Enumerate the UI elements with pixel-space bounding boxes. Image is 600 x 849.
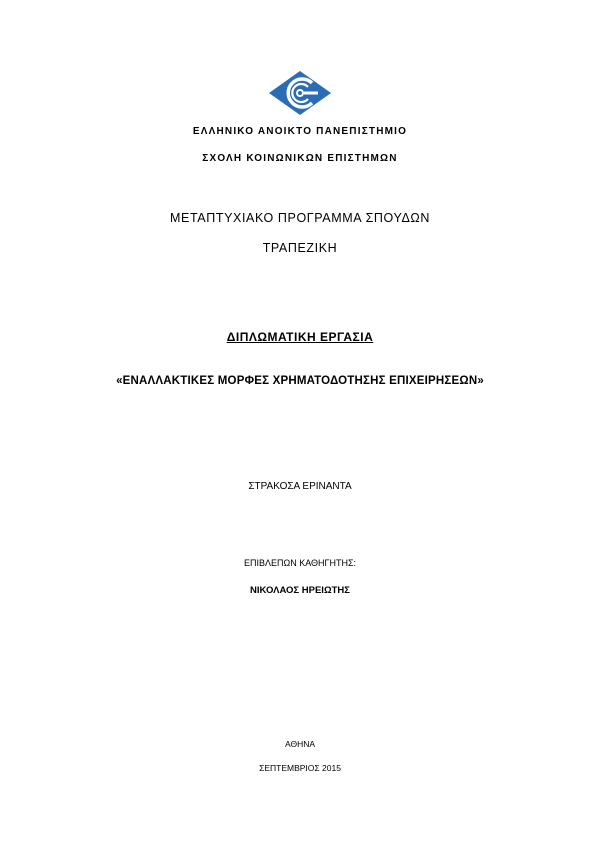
author-name: ΣΤΡΑΚΟΣΑ ΕΡΙΝΑΝΤΑ (248, 481, 352, 492)
date: ΣΕΠΤΕΜΒΡΙΟΣ 2015 (259, 763, 341, 773)
supervisor-label: ΕΠΙΒΛΕΠΩΝ ΚΑΘΗΓΗΤΗΣ: (243, 558, 357, 568)
supervisor-name: ΝΙΚΟΛΑΟΣ ΗΡΕΙΩΤΗΣ (250, 585, 350, 596)
university-name: ΕΛΛΗΝΙΚΟ ΑΝΟΙΚΤΟ ΠΑΝΕΠΙΣΤΗΜΙΟ (192, 126, 408, 137)
thesis-title: «ΕΝΑΛΛΑΚΤΙΚΕΣ ΜΟΡΦΕΣ ΧΡΗΜΑΤΟΔΟΤΗΣΗΣ ΕΠΙΧΕΙΡΗΣΕΩΝ» (116, 375, 484, 387)
university-logo-icon (268, 70, 332, 116)
program-specialization: ΤΡΑΠΕΖΙΚΗ (262, 241, 338, 255)
program-name: ΜΕΤΑΠΤΥΧΙΑΚΟ ΠΡΟΓΡΑΜΜΑ ΣΠΟΥΔΩΝ (170, 211, 430, 225)
thesis-type-heading: ΔΙΠΛΩΜΑΤΙΚΗ ΕΡΓΑΣΙΑ (226, 330, 374, 344)
city: ΑΘΗΝΑ (284, 739, 316, 749)
school-name: ΣΧΟΛΗ ΚΟΙΝΩΝΙΚΩΝ ΕΠΙΣΤΗΜΩΝ (202, 153, 398, 164)
